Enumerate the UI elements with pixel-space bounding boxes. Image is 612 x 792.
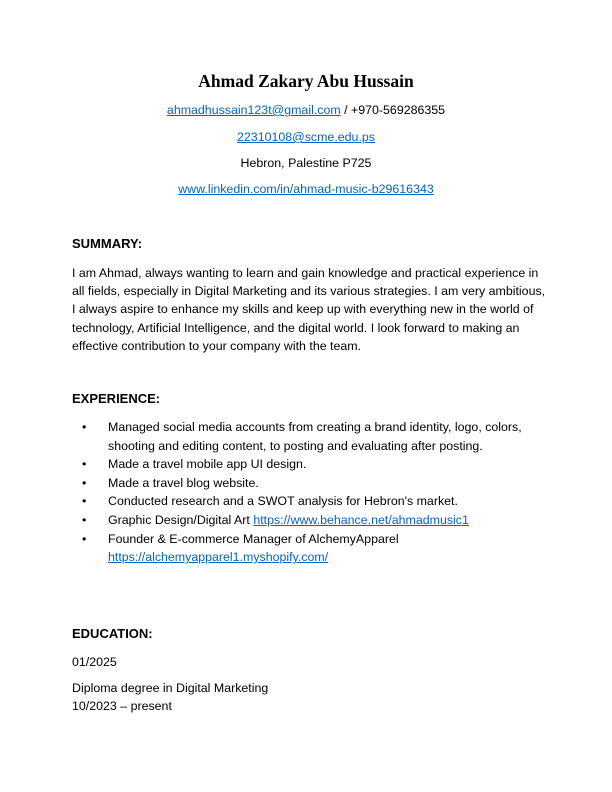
experience-item-text: Founder & E-commerce Manager of AlchemyApparel	[108, 531, 399, 546]
experience-list	[72, 418, 548, 567]
summary-heading: SUMMARY:	[72, 236, 143, 251]
bullet-icon: •	[82, 475, 87, 490]
experience-heading: EXPERIENCE:	[72, 391, 161, 406]
experience-item	[82, 455, 548, 474]
experience-item-text: Managed social media accounts from creating a brand identity, logo, colors, shooting and editing content, to posting and evaluating after posting.	[108, 420, 522, 453]
candidate-name: Ahmad Zakary Abu Hussain	[198, 71, 414, 91]
behance-link[interactable]: https://www.behance.net/ahmadmusic1	[253, 512, 469, 527]
education-date: 01/2025	[72, 655, 117, 669]
bullet-icon: •	[82, 494, 87, 509]
experience-item-text: Conducted research and a SWOT analysis for Hebron's market.	[108, 494, 458, 509]
bullet-icon: •	[82, 457, 87, 472]
experience-item	[82, 474, 548, 493]
experience-item-text: Graphic Design/Digital Art	[108, 512, 254, 527]
linkedin-line	[0, 182, 612, 196]
experience-item-text: Made a travel mobile app UI design.	[108, 457, 307, 472]
education-heading: EDUCATION:	[72, 626, 153, 641]
email-link[interactable]: ahmadhussain123t@gmail.com	[166, 103, 341, 117]
shopify-link[interactable]: https://alchemyapparel1.myshopify.com/	[108, 550, 329, 565]
contact-line	[0, 103, 612, 117]
experience-item	[82, 492, 548, 511]
location-text: Hebron, Palestine P725	[240, 156, 372, 170]
education-degree: Diploma degree in Digital Marketing	[72, 681, 269, 695]
phone-text: / +970-569286355	[340, 103, 446, 117]
experience-item-text: Made a travel blog website.	[108, 475, 259, 490]
bullet-icon: •	[82, 420, 87, 434]
education-period: 10/2023 – present	[72, 699, 172, 713]
experience-item	[82, 418, 548, 455]
secondary-email-line	[0, 130, 612, 144]
experience-item	[82, 530, 548, 567]
bullet-icon: •	[82, 512, 87, 527]
bullet-icon: •	[82, 531, 87, 546]
linkedin-link[interactable]: www.linkedin.com/in/ahmad-music-b29616343	[178, 182, 434, 196]
secondary-email-link[interactable]: 22310108@scme.edu.ps	[237, 130, 375, 144]
summary-text: I am Ahmad, always wanting to learn and gain knowledge and practical experience in all fields, especially in Digital Marketing and its various strategies. I am very ambitious, I always aspire to enhance my skills and keep up with everything new in the world of technology, Artificial Intelligence, and the digital world. I look forward to making an effective contribution to your company with the team.	[72, 266, 546, 353]
experience-item	[82, 511, 548, 530]
